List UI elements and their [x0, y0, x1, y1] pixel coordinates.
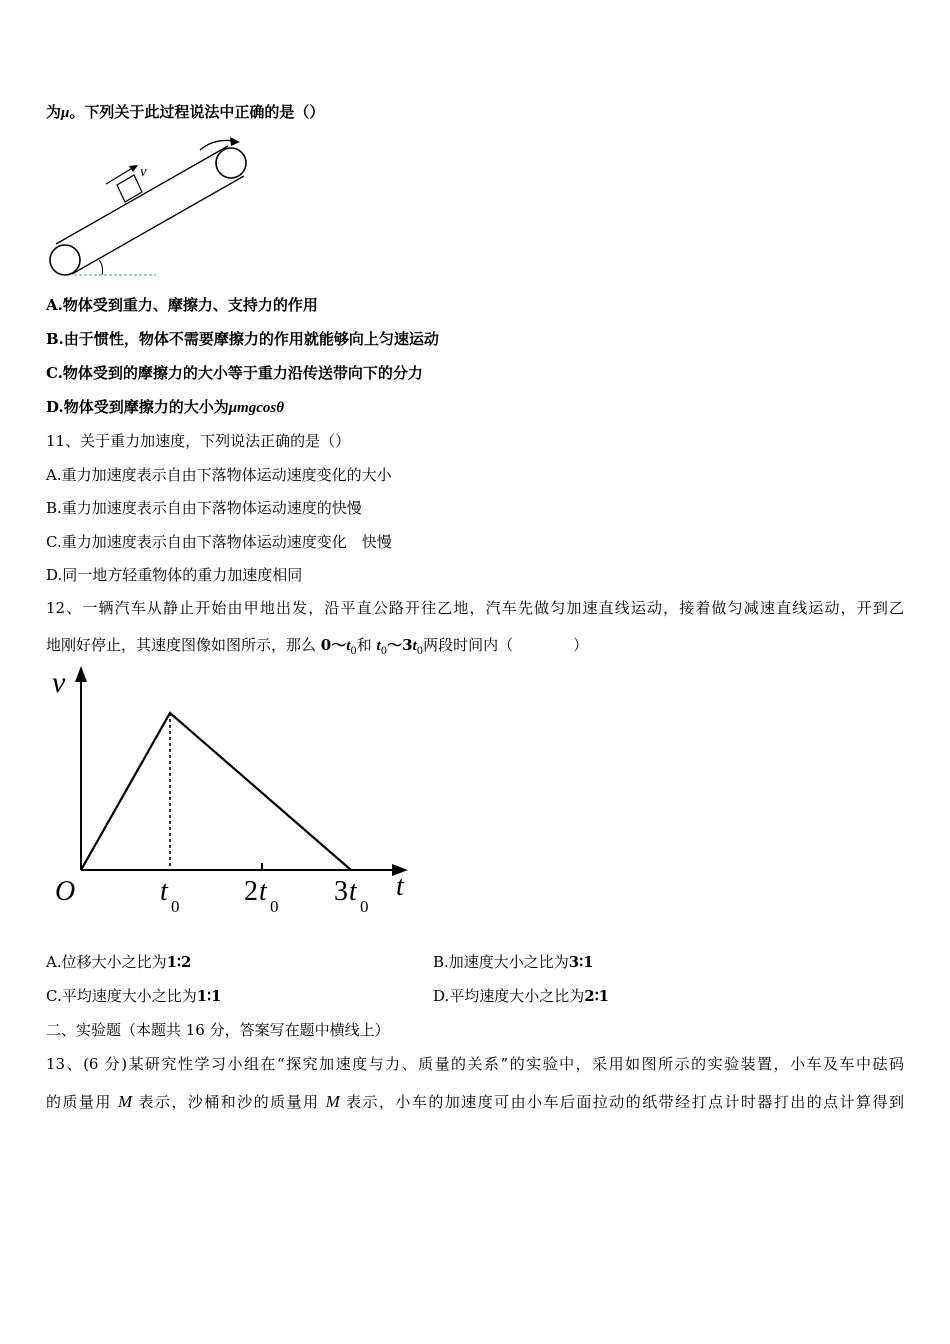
mass-symbol: M: [118, 1092, 133, 1111]
t-axis-label: t: [396, 871, 404, 902]
tick-sub: 0: [360, 897, 369, 916]
stem-text: 和: [356, 636, 377, 654]
option-text: 物体受到重力、摩擦力、支持力的作用: [62, 296, 318, 314]
q13-line1: 13、(6 分)某研究性学习小组在“探究加速度与力、质量的关系”的实验中，采用如图所示的实验装置，小车及车中砝码: [46, 1055, 904, 1073]
mu-symbol: μ: [61, 105, 70, 121]
option-letter: A.: [46, 296, 63, 314]
tick-coef: 2: [244, 876, 258, 907]
option-label: A.位移大小之比为: [46, 953, 167, 971]
tick-t: t: [160, 876, 168, 907]
q12-option-a: [46, 952, 191, 972]
t-symbol: t: [346, 638, 351, 654]
q10-stem: [46, 102, 324, 123]
q12-stem-line1: 12、一辆汽车从静止开始由甲地出发，沿平直公路开往乙地，汽车先做匀加速直线运动，接着做匀减速直线运动，开到乙: [46, 599, 904, 617]
option-ratio: 1∶2: [166, 953, 192, 971]
origin-label: O: [55, 876, 76, 907]
q10-option-b: [46, 329, 439, 349]
stem-text: 地刚好停止，其速度图像如图所示，那么: [46, 636, 321, 654]
v-axis-arrowhead: [75, 666, 87, 682]
velocity-label: v: [140, 164, 147, 180]
stem-interval-start: 0～: [320, 636, 347, 654]
q13-text: 的质量用: [46, 1093, 112, 1111]
stem-text: 两段时间内（ ）: [423, 636, 589, 654]
option-label: C.平均速度大小之比为: [46, 987, 197, 1005]
tick-label-2t0: [244, 876, 279, 916]
q11-option-d: D.同一地方轻重物体的重力加速度相同: [46, 566, 303, 584]
q10-stem-prefix: 为: [46, 103, 62, 121]
option-ratio: 1∶1: [196, 987, 222, 1005]
mass-symbol: M: [325, 1092, 340, 1111]
q11-option-a: A.重力加速度表示自由下落物体运动速度变化的大小: [46, 466, 392, 484]
subscript-0: 0: [416, 646, 424, 657]
velocity-arrowhead: [129, 165, 138, 172]
q12-option-c: [46, 986, 222, 1006]
tick-label-3t0: [334, 876, 369, 916]
rotation-arrowhead: [230, 137, 240, 146]
belt-bottom-edge: [72, 176, 244, 274]
v-axis-label: v: [52, 666, 66, 699]
bottom-roller: [50, 245, 80, 275]
t-symbol: t: [412, 638, 417, 654]
belt-top-edge: [56, 146, 228, 244]
option-letter: B.: [46, 330, 64, 348]
option-letter: D.: [46, 398, 64, 416]
velocity-line: [81, 713, 351, 870]
stem-interval-end: ～3: [387, 636, 413, 654]
subscript-0: 0: [380, 646, 388, 657]
option-ratio: 2∶1: [584, 987, 610, 1005]
tick-t: t: [259, 876, 267, 907]
q12-option-d: [433, 986, 609, 1006]
q10-option-c: [46, 363, 423, 383]
angle-arc: [99, 260, 103, 275]
option-text: 由于惯性，物体不需要摩擦力的作用就能够向上匀速运动: [63, 330, 439, 348]
q10-stem-suffix: 。下列关于此过程说法中正确的是（）: [69, 103, 325, 121]
friction-formula: μmgcosθ: [228, 400, 285, 416]
tick-sub: 0: [270, 897, 279, 916]
option-letter: C.: [46, 364, 63, 382]
option-text: 物体受到摩擦力的大小为: [63, 398, 229, 416]
option-text: 物体受到的摩擦力的大小等于重力沿传送带向下的分力: [62, 364, 423, 382]
tick-label-t0: [160, 876, 180, 916]
q12-stem-line2: [46, 635, 588, 662]
q11-stem: 11、关于重力加速度，下列说法正确的是（）: [46, 432, 351, 450]
top-roller: [216, 148, 246, 178]
q10-option-d: [46, 397, 284, 418]
option-label: D.平均速度大小之比为: [433, 987, 585, 1005]
q11-option-c: C.重力加速度表示自由下落物体运动速度变化 快慢: [46, 533, 392, 551]
subscript-0: 0: [350, 646, 357, 657]
t-symbol: t: [376, 638, 381, 654]
q13-text: 表示，小车的加速度可由小车后面拉动的纸带经打点计时器打出的点计算得到: [346, 1093, 904, 1111]
conveyor-belt-figure: [44, 136, 254, 281]
option-label: B.加速度大小之比为: [433, 953, 569, 971]
q13-text: 表示，沙桶和沙的质量用: [138, 1093, 320, 1111]
tick-sub: 0: [171, 897, 180, 916]
q11-option-b: B.重力加速度表示自由下落物体运动速度的快慢: [46, 499, 362, 517]
q12-option-b: [433, 952, 594, 972]
q10-option-a: [46, 295, 318, 315]
block: [117, 175, 142, 202]
option-ratio: 3∶1: [568, 953, 594, 971]
velocity-time-graph: [44, 660, 424, 925]
q13-line2: [46, 1092, 904, 1112]
tick-t: t: [349, 876, 357, 907]
tick-coef: 3: [334, 876, 348, 907]
section-heading: 二、实验题（本题共 16 分，答案写在题中横线上）: [46, 1021, 390, 1039]
